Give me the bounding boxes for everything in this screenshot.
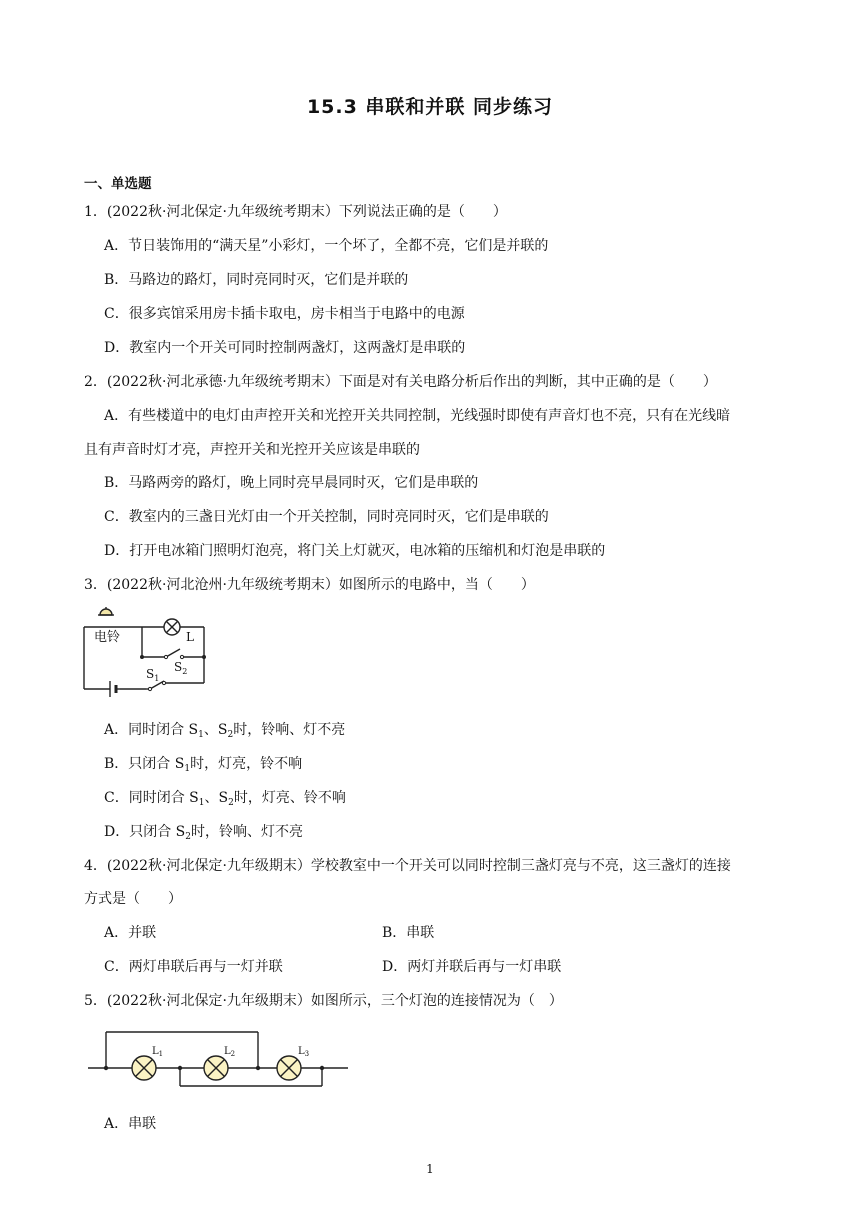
q1-option-c: C．很多宾馆采用房卡插卡取电，房卡相当于电路中的电源 [104, 306, 465, 322]
q1-option-b: B．马路边的路灯，同时亮同时灭，它们是并联的 [104, 272, 409, 288]
q1-option-d: D．教室内一个开关可同时控制两盏灯，这两盏灯是串联的 [104, 340, 466, 356]
q3-option-c: C．同时闭合 $S_1$、$S_2$时，灯亮、铃不响 [104, 790, 346, 808]
q4-stem-line2: 方式是（ ） [84, 891, 182, 907]
q1-option-a: A．节日装饰用的“满天星”小彩灯，一个坏了，全都不亮，它们是并联的 [104, 238, 549, 254]
q2-option-d: D．打开电冰箱门照明灯泡亮，将门关上灯就灭，电冰箱的压缩机和灯泡是串联的 [104, 543, 606, 559]
page-title: 15.3 串联和并联 同步练习 [306, 96, 554, 118]
q5-circuit-diagram [86, 1026, 350, 1088]
bell-label: 电铃 [94, 630, 121, 645]
q2-option-a-line1: A．有些楼道中的电灯由声控开关和光控开关共同控制，光线强时即使有声音灯也不亮，只有在光线暗 [104, 408, 731, 424]
s1-label: $S_1$ [146, 667, 160, 683]
q5-stem: 5．(2022秋·河北保定·九年级期末）如图所示，三个灯泡的连接情况为（ ） [84, 993, 563, 1009]
l2-label: $L_2$ [224, 1046, 236, 1058]
q3-circuit-diagram [80, 605, 212, 695]
q3-stem: 3．(2022秋·河北沧州·九年级统考期末）如图所示的电路中，当（ ） [84, 577, 535, 593]
l1-label: $L_1$ [152, 1046, 164, 1058]
q1-stem: 1．(2022秋·河北保定·九年级统考期末）下列说法正确的是（ ） [84, 204, 507, 220]
q2-option-c: C．教室内的三盏日光灯由一个开关控制，同时亮同时灭，它们是串联的 [104, 509, 549, 525]
q3-option-d: D．只闭合 $S_2$时，铃响、灯不亮 [104, 824, 303, 842]
q4-option-c: C．两灯串联后再与一灯并联 [104, 959, 283, 975]
q2-option-a-line2: 且有声音时灯才亮，声控开关和光控开关应该是串联的 [84, 442, 420, 458]
q4-option-d: D．两灯并联后再与一灯串联 [382, 959, 562, 975]
q5-option-a: A．串联 [104, 1116, 157, 1132]
q2-option-b: B．马路两旁的路灯，晚上同时亮早晨同时灭，它们是串联的 [104, 475, 479, 491]
q4-option-a: A．并联 [104, 925, 157, 941]
s2-label: $S_2$ [174, 660, 188, 676]
lamp-label: L [186, 630, 194, 644]
page-number: 1 [426, 1162, 434, 1176]
l3-label: $L_3$ [298, 1046, 310, 1058]
section-heading: 一、单选题 [84, 176, 152, 192]
q3-option-a: A．同时闭合 $S_1$、$S_2$时，铃响、灯不亮 [104, 722, 346, 740]
q3-option-b: B．只闭合 $S_1$时，灯亮，铃不响 [104, 756, 303, 774]
q2-stem: 2．(2022秋·河北承德·九年级统考期末）下面是对有关电路分析后作出的判断，其中正确的是（ ） [84, 374, 717, 390]
q4-option-b: B．串联 [382, 925, 435, 941]
q4-stem-line1: 4．(2022秋·河北保定·九年级期末）学校教室中一个开关可以同时控制三盏灯亮与不亮，这三盏灯的连接 [84, 858, 731, 874]
